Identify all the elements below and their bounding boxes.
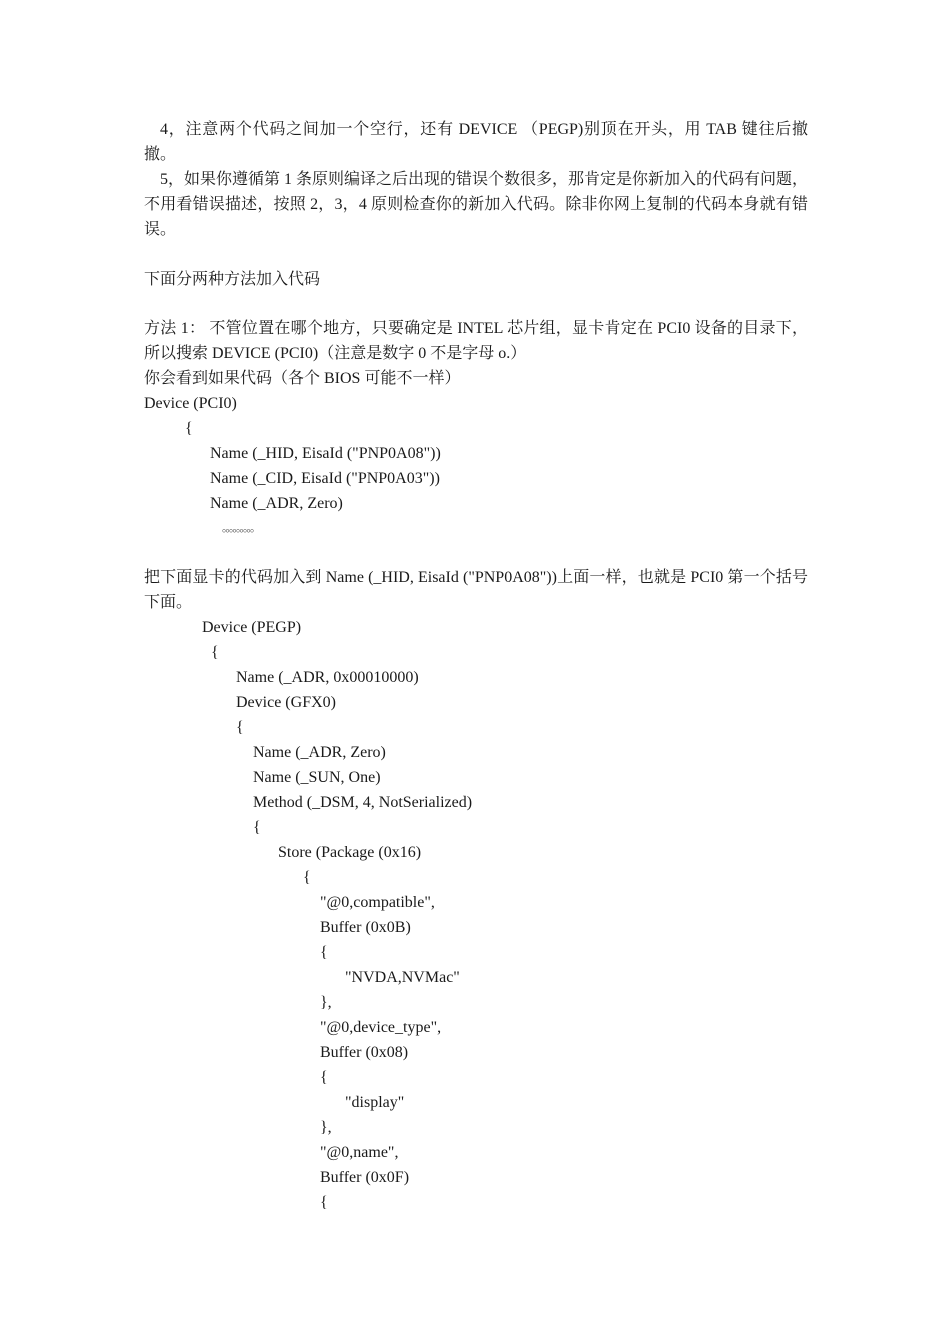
rule-5-paragraph: 5，如果你遵循第 1 条原则编译之后出现的错误个数很多，那肯定是你新加入的代码有问题，不用看错误描述，按照 2，3，4 原则检查你的新加入代码。除非你网上复制的代码本身就有错误。	[144, 171, 809, 238]
code-line: "NVDA,NVMac"	[345, 969, 460, 986]
code-line: Buffer (0x0F)	[320, 1169, 410, 1186]
code-line: "display"	[345, 1094, 405, 1111]
code-ellipsis: 。。。。。。。。。	[222, 522, 259, 534]
code-line: Store (Package (0x16)	[278, 844, 422, 861]
method-1-note: 你会看到如果代码（各个 BIOS 可能不一样）	[144, 370, 461, 387]
rule-4-paragraph: 4，注意两个代码之间加一个空行，还有 DEVICE （PEGP)别顶在开头，用 TAB 键往后撤撤。	[144, 121, 808, 163]
code-line: Buffer (0x0B)	[320, 919, 411, 936]
code-line: {	[211, 644, 219, 661]
code-line: Device (GFX0)	[236, 694, 336, 711]
code-line: {	[236, 719, 244, 736]
code-line: Name (_HID, EisaId ("PNP0A08"))	[210, 445, 441, 462]
method-1-intro: 方法 1： 不管位置在哪个地方，只要确定是 INTEL 芯片组，显卡肯定在 PCI0 设备的目录下，所以搜索 DEVICE (PCI0)（注意是数字 0 不是字母 o.）	[144, 320, 808, 362]
code-line: Device (PCI0)	[144, 395, 237, 412]
code-line: },	[320, 1119, 332, 1136]
code-line: "@0,compatible",	[320, 894, 435, 911]
code-line: Name (_ADR, Zero)	[210, 495, 343, 512]
code-line: Name (_ADR, 0x00010000)	[236, 669, 419, 686]
code-line: Device (PEGP)	[202, 619, 302, 636]
code-line: {	[320, 1069, 328, 1086]
code-line: Name (_CID, EisaId ("PNP0A03"))	[210, 470, 440, 487]
code-line: Name (_ADR, Zero)	[253, 744, 386, 761]
code-line: {	[253, 819, 261, 836]
code-line: {	[303, 869, 311, 886]
code-line: {	[320, 944, 328, 961]
code-line: },	[320, 994, 332, 1011]
code-line: "@0,name",	[320, 1144, 399, 1161]
code-line: Buffer (0x08)	[320, 1044, 409, 1061]
code-line: {	[320, 1194, 328, 1211]
code-line: "@0,device_type",	[320, 1019, 442, 1036]
section-heading: 下面分两种方法加入代码	[144, 271, 321, 288]
code-line: Method (_DSM, 4, NotSerialized)	[253, 794, 473, 811]
insert-instruction: 把下面显卡的代码加入到 Name (_HID, EisaId ("PNP0A08"))上面一样，也就是 PCI0 第一个括号下面。	[144, 569, 808, 611]
code-line: Name (_SUN, One)	[253, 769, 381, 786]
code-line: {	[185, 420, 193, 437]
